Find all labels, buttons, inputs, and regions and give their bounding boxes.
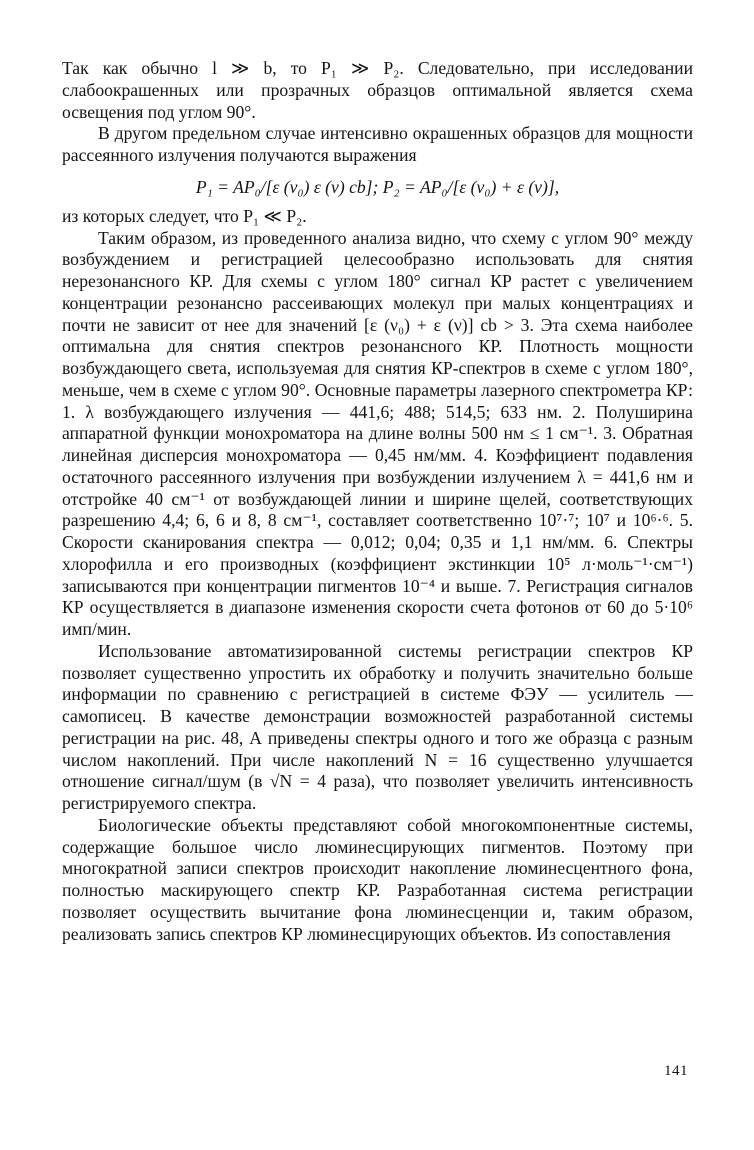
paragraph-intro: Так как обычно l ≫ b, то P₁ ≫ P₂. Следовательно, при исследовании слабоокрашенных или прозрачных образцов оптимальной является схема освещения под углом 90°. xyxy=(62,58,693,122)
paragraph-formula-conclusion: из которых следует, что P₁ ≪ P₂. xyxy=(62,205,307,226)
formula-scattered-power: P₁ = AP₀/[ε (ν₀) ε (ν) cb]; P₂ = AP₀/[ε (ν₀) + ε (ν)], xyxy=(195,176,560,197)
page-number: 141 xyxy=(664,1063,688,1079)
paragraph-automated-registration: Использование автоматизированной системы регистрации спектров КР позволяет существенно упростить их обработку и получить значительно больше информации по сравнению с регистрацией в системе ФЭУ — усилитель — самописец. В качестве демонстрации возможностей разработанной системы регистрации на рис. 48, А приведены спектры одного и того же образца с разным числом накоплений. При числе накоплений N = 16 существенно улучшается отношение сигнал/шум (в √N = 4 раза), что позволяет увеличить интенсивность регистрируемого спектра. xyxy=(62,640,693,813)
paragraph-biological-objects: Биологические объекты представляют собой многокомпонентные системы, содержащие большое число люминесцирующих пигментов. Поэтому при многократной записи спектров происходит накопление люминесцентного фона, полностью маскирующего спектр КР. Разработанная система регистрации позволяет осуществить вычитание фона люминесценции и, таким образом, реализовать запись спектров КР люминесцирующих объектов. Из сопоставления xyxy=(62,814,693,944)
page-body xyxy=(62,58,693,945)
paragraph-colored-samples: В другом предельном случае интенсивно окрашенных образцов для мощности рассеянного излучения получаются выражения xyxy=(62,123,693,165)
paragraph-spectrometer-parameters: Таким образом, из проведенного анализа видно, что схему с углом 90° между возбуждением и регистрацией целесообразно использовать для снятия нерезонансного КР. Для схемы с углом 180° сигнал КР растет с увеличением концентрации резонансно рассеивающих молекул при малых концентрациях и почти не зависит от нее для значений [ε (ν₀) + ε (ν)] cb > 3. Эта схема наиболее оптимальна для снятия спектров резонансного КР. Плотность мощности возбуждающего света, используемая для снятия КР-спектров в схеме с углом 180°, меньше, чем в схеме с углом 90°. Основные параметры лазерного спектрометра КР: 1. λ возбуждающего излучения — 441,6; 488; 514,5; 633 нм. 2. Полуширина аппаратной функции монохроматора на длине волны 500 нм ≤ 1 см⁻¹. 3. Обратная линейная дисперсия монохроматора — 0,45 нм/мм. 4. Коэффициент подавления остаточного рассеянного излучения при возбуждении излучением λ = 441,6 нм и отстройке 40 см⁻¹ от возбуждающей линии и ширине щелей, соответствующих разрешению 4,4; 6, 6 и 8, 8 см⁻¹, составляет соответственно 10⁷·⁷; 10⁷ и 10⁶·⁶. 5. Скорости сканирования спектра — 0,012; 0,04; 0,35 и 1,1 нм/мм. 6. Спектры хлорофилла и его производных (коэффициент экстинкции 10⁵ л·моль⁻¹·см⁻¹) записываются при концентрации пигментов 10⁻⁴ и выше. 7. Регистрация сигналов КР осуществляется в диапазоне изменения скорости счета фотонов от 60 до 5·10⁶ имп/мин. xyxy=(62,227,693,639)
